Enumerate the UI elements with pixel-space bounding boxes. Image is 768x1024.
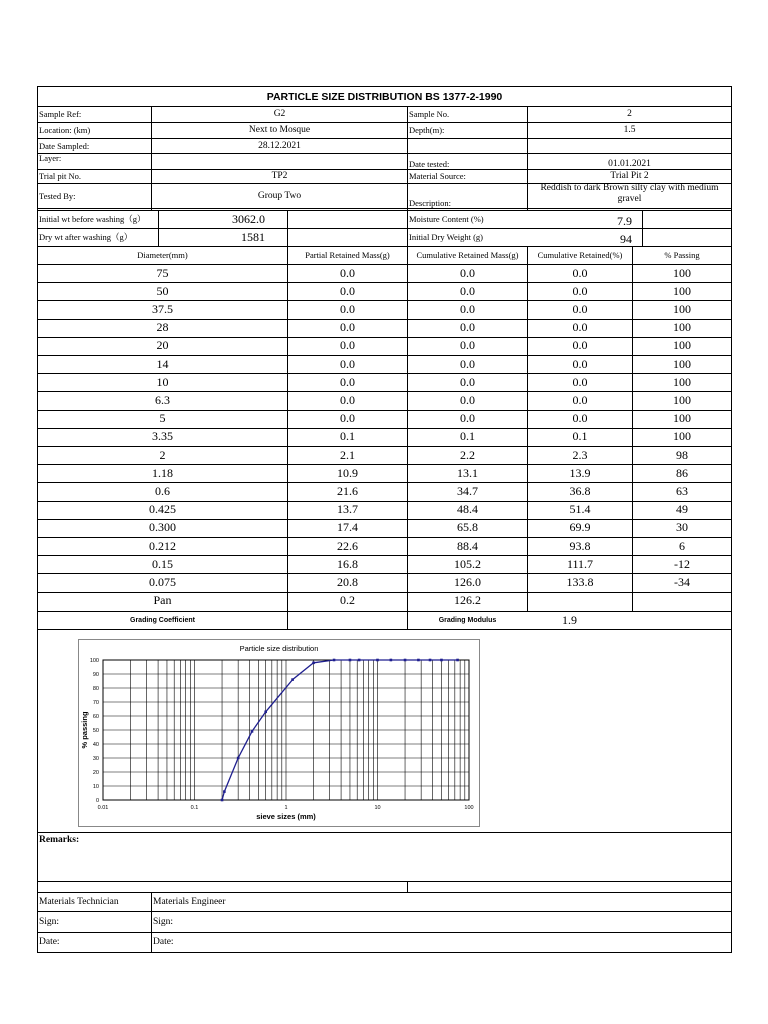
table-cell: 0.300 [149,520,176,535]
table-cell: 0.0 [340,392,355,407]
col-header-cumulative-pct: Cumulative Retained(%) [537,250,623,260]
data-point [223,790,226,793]
material-source-value: Trial Pit 2 [610,171,649,181]
table-cell: -12 [674,556,690,571]
data-point [349,659,352,662]
table-cell: 0.2 [340,593,355,608]
table-cell: 93.8 [569,538,591,553]
trial-pit-label: Trial pit No. [39,171,81,181]
y-tick-label: 10 [92,784,99,790]
table-cell: 98 [676,447,688,462]
sieve-table [38,246,731,629]
table-cell: 0.0 [460,411,475,426]
grading-modulus-label: Grading Modulus [438,616,497,624]
table-cell: 30 [676,520,688,535]
table-cell: 50 [156,283,169,298]
engineer-date-label: Date: [153,937,174,947]
x-axis-label: sieve sizes (mm) [256,812,316,821]
table-cell: 0.0 [340,283,355,298]
sample-ref-label: Sample Ref: [39,109,82,119]
grading-chart [79,640,479,826]
y-axis-label: % passing [80,711,89,749]
table-cell: 14 [156,356,169,371]
rule [38,629,731,630]
table-cell: 0.0 [572,374,588,389]
table-cell: 10.9 [337,465,358,480]
table-cell: 100 [673,356,691,371]
grading-coefficient-label: Grading Coefficient [130,616,195,624]
y-tick-label: 40 [92,742,99,748]
table-cell: 0.6 [155,483,170,498]
depth-value: 1.5 [623,125,636,135]
table-cell: 126.2 [454,593,481,608]
table-cell: 100 [673,338,691,353]
sheet-title: PARTICLE SIZE DISTRIBUTION BS 1377-2-1990 [266,90,503,103]
table-cell: 100 [673,392,691,407]
rule [287,210,288,246]
location-value: Next to Mosque [248,125,311,135]
date-sampled-value: 28.12.2021 [258,140,301,151]
table-cell: 100 [673,429,691,444]
x-tick-label: 0.01 [97,805,109,811]
table-cell: 105.2 [454,556,481,571]
x-tick-label: 100 [464,805,474,811]
table-cell: 28 [156,320,169,335]
sample-no-label: Sample No. [409,109,450,119]
sample-ref-value: G2 [273,109,286,119]
table-cell: 36.8 [569,483,591,498]
table-cell: 65.8 [457,520,478,535]
table-cell: -34 [674,574,690,589]
y-tick-label: 50 [92,728,99,734]
table-cell: 0.0 [460,265,475,280]
material-source-label: Material Source: [409,171,466,181]
x-tick-label: 10 [374,805,381,811]
chart-box [78,639,480,827]
table-cell: 0.425 [149,502,176,517]
table-cell: 48.4 [457,502,478,517]
table-cell: 0.0 [572,283,588,298]
trial-pit-value: TP2 [271,171,288,181]
rule [642,210,643,246]
technician-label: Materials Technician [39,896,119,907]
table-cell: 0.0 [460,374,475,389]
table-cell: 0.0 [572,338,588,353]
data-point [251,730,254,733]
initial-wt-label: Initial wt before washing（g） [39,214,146,224]
y-tick-label: 60 [92,714,99,720]
table-cell: 126.0 [454,574,481,589]
table-cell: 13.9 [569,465,591,480]
col-header-passing: % Passing [664,250,700,260]
datasheet [37,86,732,953]
initial-wt-value: 3062.0 [232,211,265,226]
table-cell: 0.15 [152,556,173,571]
table-cell: 0.0 [460,301,475,316]
table-cell: 0.1 [572,429,588,444]
data-point [429,659,432,662]
table-cell: 111.7 [566,556,594,571]
table-cell: 10 [156,374,169,389]
table-cell: Pan [153,593,172,608]
table-cell [633,592,731,610]
y-tick-label: 30 [92,756,99,762]
col-header-diameter: Diameter(mm) [137,250,188,260]
data-point [333,659,336,662]
table-cell [528,592,632,610]
table-cell: 63 [676,483,688,498]
table-cell: 0.0 [460,356,475,371]
moisture-value: 7.9 [617,213,632,228]
table-cell: 0.0 [340,374,355,389]
table-cell: 17.4 [337,520,358,535]
table-cell: 0.0 [340,320,355,335]
table-cell: 21.6 [337,483,358,498]
table-cell: 0.0 [460,283,475,298]
chart-title: Particle size distribution [239,644,319,653]
data-point [264,711,267,714]
table-cell: 3.35 [152,429,173,444]
col-header-cumulative-mass: Cumulative Retained Mass(g) [416,250,519,260]
date-tested-value: 01.01.2021 [608,159,651,169]
table-cell: 100 [673,374,691,389]
y-tick-label: 70 [92,700,99,706]
data-point [221,799,224,802]
data-point [376,659,379,662]
y-tick-label: 100 [89,658,99,664]
data-point [312,662,315,665]
tested-by-value: Group Two [257,190,302,201]
table-cell: 2.3 [572,447,588,462]
table-cell: 69.9 [569,520,591,535]
table-cell: 100 [673,283,691,298]
data-point [456,659,459,662]
y-tick-label: 20 [92,770,99,776]
dry-wt-value: 1581 [241,229,265,244]
table-cell: 6 [679,538,685,553]
engineer-sign-label: Sign: [153,916,174,927]
table-cell: 6.3 [155,392,170,407]
data-point [358,659,361,662]
date-sampled-label: Date Sampled: [39,140,90,151]
table-cell: 133.8 [566,574,594,589]
layer-label: Layer: [39,153,62,163]
remarks-label: Remarks: [39,835,80,845]
rule [407,881,408,892]
technician-sign-label: Sign: [39,916,60,927]
table-cell: 20 [156,338,169,353]
location-label: Location: (km) [39,125,91,135]
grading-modulus-value: 1.9 [562,612,577,627]
dry-wt-label: Dry wt after washing（g） [39,232,133,242]
table-cell: 0.0 [340,411,355,426]
table-cell: 51.4 [569,502,591,517]
table-cell: 100 [673,411,691,426]
y-tick-label: 90 [92,672,99,678]
table-cell: 0.212 [149,538,176,553]
x-tick-label: 1 [284,805,288,811]
table-cell: 1.18 [152,465,173,480]
data-point [390,659,393,662]
table-cell: 100 [673,301,691,316]
table-cell: 0.0 [460,320,475,335]
initial-dry-value: 94 [620,231,632,246]
table-cell: 0.0 [460,392,475,407]
table-cell: 0.0 [572,265,588,280]
table-cell: 0.0 [340,356,355,371]
engineer-label: Materials Engineer [153,896,226,907]
x-tick-label: 0.1 [190,805,199,811]
table-cell: 37.5 [152,301,173,316]
table-cell: 86 [676,465,688,480]
table-cell: 0.0 [572,392,588,407]
table-cell: 0.0 [572,356,588,371]
table-cell: 13.7 [337,502,358,517]
table-cell: 13.1 [457,465,478,480]
table-cell: 20.8 [337,574,358,589]
table-cell: 0.0 [572,320,588,335]
data-point [237,757,240,760]
table-cell: 22.6 [337,538,358,553]
col-header-partial-mass: Partial Retained Mass(g) [305,250,390,260]
table-cell: 49 [676,502,688,517]
y-tick-label: 80 [92,686,99,692]
table-cell: 5 [159,411,166,426]
rule [38,881,731,882]
sample-no-value: 2 [627,109,632,119]
table-cell: 0.0 [340,338,355,353]
y-tick-label: 0 [95,798,99,804]
tested-by-label: Tested By: [39,190,76,201]
table-cell: 0.075 [149,574,176,589]
table-cell: 0.1 [460,429,475,444]
table-cell: 0.1 [340,429,355,444]
table-cell: 100 [673,265,691,280]
description-label: Description: [409,198,452,208]
table-cell: 0.0 [460,338,475,353]
depth-label: Depth(m): [409,125,445,135]
table-cell: 88.4 [457,538,478,553]
table-cell: 0.0 [572,301,588,316]
data-point [404,659,407,662]
rule [38,208,731,209]
data-point [440,659,443,662]
table-cell: 0.0 [572,411,588,426]
table-cell: 2 [159,447,166,462]
data-point [291,678,294,681]
table-cell: 0.0 [340,265,355,280]
table-cell: 100 [673,320,691,335]
table-cell: 75 [156,265,169,280]
data-point [417,659,420,662]
technician-date-label: Date: [39,937,60,947]
table-cell: 2.2 [460,447,475,462]
table-cell: 16.8 [337,556,358,571]
date-tested-label: Date tested: [409,159,450,169]
initial-dry-label: Initial Dry Weight (g) [409,232,483,242]
moisture-label: Moisture Content (%) [409,214,484,224]
table-cell: 34.7 [457,483,478,498]
table-cell: 2.1 [340,447,355,462]
table-cell: 0.0 [340,301,355,316]
description-value: Reddish to dark Brown silty clay with medium gravel [540,183,719,204]
